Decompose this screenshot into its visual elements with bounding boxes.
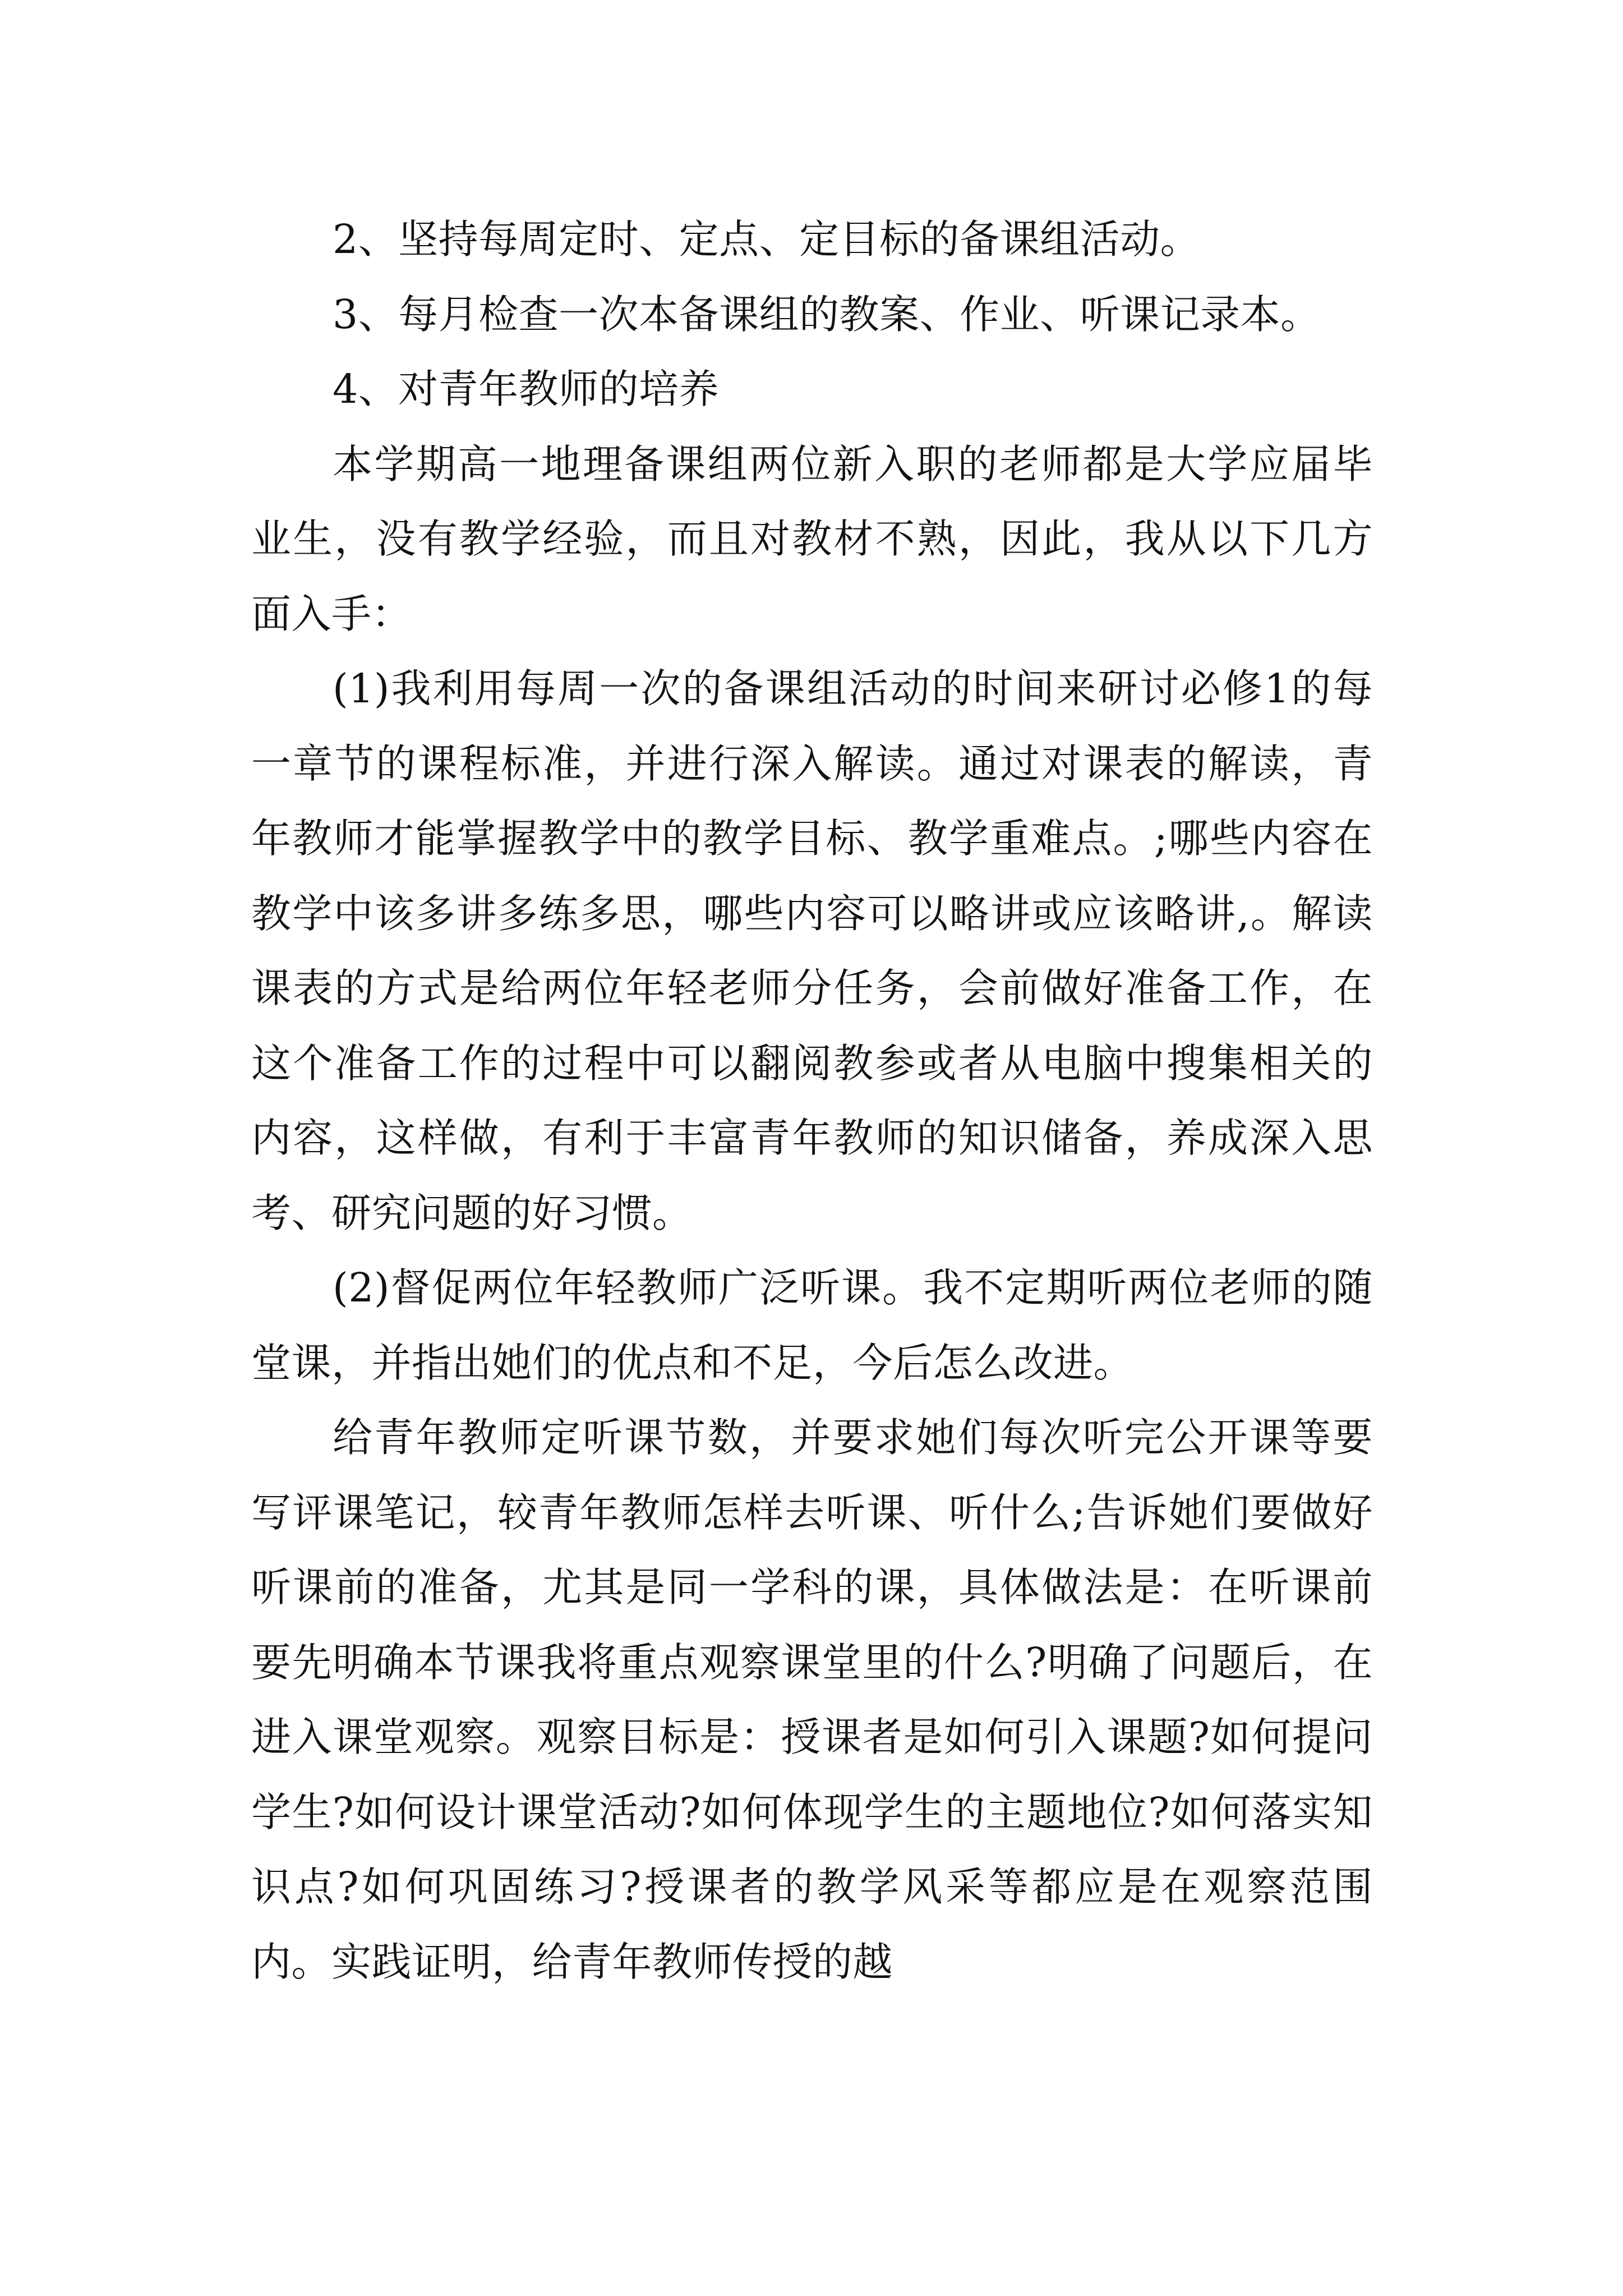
paragraph-observation-method: 给青年教师定听课节数，并要求她们每次听完公开课等要写评课笔记，较青年教师怎样去听课、听什么;告诉她们要做好听课前的准备，尤其是同一学科的课，具体做法是：在听课前要先明确本节课我将重点观察课堂里的什么?明确了问题后，在进入课堂观察。观察目标是：授课者是如何引入课题?如何提问学生?如何设计课堂活动?如何体现学生的主题地位?如何落实知识点?如何巩固练习?授课者的教学风采等都应是在观察范围内。实践证明，给青年教师传授的越 [251,1414,1373,1985]
paragraph-curriculum-study: (1)我利用每周一次的备课组活动的时间来研讨必修1的每一章节的课程标准，并进行深入解读。通过对课表的解读，青年教师才能掌握教学中的教学目标、教学重难点。;哪些内容在教学中该多讲多练多思，哪些内容可以略讲或应该略讲,。解读课表的方式是给两位年轻老师分任务，会前做好准备工作，在这个准备工作的过程中可以翻阅教参或者从电脑中搜集相关的内容，这样做，有利于丰富青年教师的知识储备，养成深入思考、研究问题的好习惯。 [251,665,1373,1236]
paragraph-young-teacher-heading: 4、对青年教师的培养 [333,366,720,412]
paragraph-weekly-activity: 2、坚持每周定时、定点、定目标的备课组活动。 [333,216,1201,263]
paragraph-monthly-check: 3、每月检查一次本备课组的教案、作业、听课记录本。 [333,291,1321,338]
paragraph-new-teachers-intro: 本学期高一地理备课组两位新入职的老师都是大学应届毕业生，没有教学经验，而且对教材不熟，因此，我从以下几方面入手： [251,440,1373,637]
document-body [251,202,1373,1999]
paragraph-lesson-observation: (2)督促两位年轻教师广泛听课。我不定期听两位老师的随堂课，并指出她们的优点和不足，今后怎么改进。 [251,1264,1373,1386]
